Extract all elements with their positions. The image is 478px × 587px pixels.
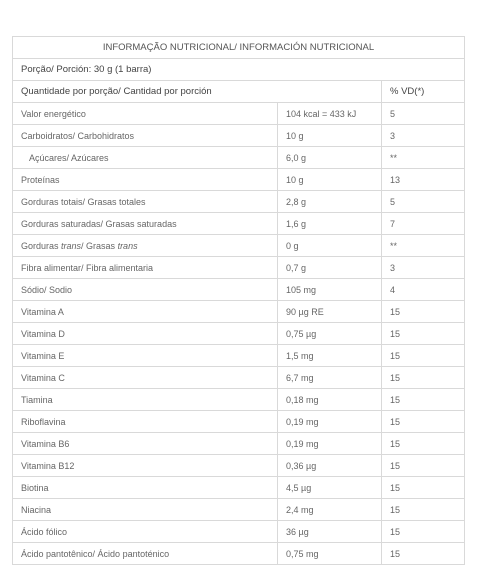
nutrient-amount: 0,75 mg bbox=[278, 543, 382, 565]
nutrient-label: Niacina bbox=[13, 499, 278, 521]
nutrient-label: Vitamina E bbox=[13, 345, 278, 367]
nutrition-facts-table-container bbox=[12, 36, 464, 565]
table-row bbox=[13, 235, 465, 257]
nutrient-label: Gorduras saturadas/ Grasas saturadas bbox=[13, 213, 278, 235]
table-row bbox=[13, 543, 465, 565]
table-title-row bbox=[13, 37, 465, 59]
nutrient-vd: 15 bbox=[382, 367, 465, 389]
table-row bbox=[13, 301, 465, 323]
table-row bbox=[13, 191, 465, 213]
table-row bbox=[13, 213, 465, 235]
nutrient-amount: 90 µg RE bbox=[278, 301, 382, 323]
nutrient-vd: 7 bbox=[382, 213, 465, 235]
table-row bbox=[13, 257, 465, 279]
table-row bbox=[13, 367, 465, 389]
table-row bbox=[13, 477, 465, 499]
nutrient-label: Fibra alimentar/ Fibra alimentaria bbox=[13, 257, 278, 279]
table-row bbox=[13, 433, 465, 455]
nutrient-label: Riboflavina bbox=[13, 411, 278, 433]
nutrient-amount: 105 mg bbox=[278, 279, 382, 301]
nutrient-vd: 15 bbox=[382, 323, 465, 345]
nutrient-amount: 1,5 mg bbox=[278, 345, 382, 367]
table-row bbox=[13, 521, 465, 543]
nutrient-label: Açúcares/ Azúcares bbox=[13, 147, 278, 169]
nutrient-vd: 15 bbox=[382, 433, 465, 455]
table-row bbox=[13, 147, 465, 169]
header-vd: % VD(*) bbox=[382, 81, 465, 103]
nutrient-amount: 4,5 µg bbox=[278, 477, 382, 499]
nutrient-vd: ** bbox=[382, 235, 465, 257]
table-row bbox=[13, 169, 465, 191]
nutrient-vd: 15 bbox=[382, 455, 465, 477]
table-row bbox=[13, 455, 465, 477]
nutrient-amount: 0 g bbox=[278, 235, 382, 257]
nutrient-vd: 15 bbox=[382, 477, 465, 499]
nutrient-label: Tiamina bbox=[13, 389, 278, 411]
header-quantity: Quantidade por porção/ Cantidad por porción bbox=[13, 81, 382, 103]
nutrient-amount: 10 g bbox=[278, 169, 382, 191]
nutrient-amount: 0,19 mg bbox=[278, 411, 382, 433]
label-part-italic: trans bbox=[61, 240, 82, 251]
nutrient-amount: 36 µg bbox=[278, 521, 382, 543]
nutrient-label: Vitamina C bbox=[13, 367, 278, 389]
nutrient-label: Carboidratos/ Carbohidratos bbox=[13, 125, 278, 147]
nutrient-label: Vitamina B12 bbox=[13, 455, 278, 477]
table-row bbox=[13, 323, 465, 345]
nutrient-vd: 15 bbox=[382, 301, 465, 323]
label-part-italic: trans bbox=[117, 240, 138, 251]
nutrient-vd: ** bbox=[382, 147, 465, 169]
nutrient-vd: 15 bbox=[382, 543, 465, 565]
nutrient-label: Ácido pantotênico/ Ácido pantoténico bbox=[13, 543, 278, 565]
nutrient-vd: 15 bbox=[382, 389, 465, 411]
table-row bbox=[13, 345, 465, 367]
nutrient-vd: 15 bbox=[382, 521, 465, 543]
nutrient-amount: 10 g bbox=[278, 125, 382, 147]
nutrient-amount: 0,19 mg bbox=[278, 433, 382, 455]
nutrient-vd: 4 bbox=[382, 279, 465, 301]
label-part: Gorduras bbox=[21, 240, 62, 251]
nutrient-vd: 5 bbox=[382, 103, 465, 125]
portion-size: Porção/ Porción: 30 g (1 barra) bbox=[13, 59, 465, 81]
portion-row bbox=[13, 59, 465, 81]
label-part: / Grasas bbox=[81, 240, 118, 251]
table-row bbox=[13, 411, 465, 433]
nutrient-amount: 2,8 g bbox=[278, 191, 382, 213]
nutrient-label: Biotina bbox=[13, 477, 278, 499]
nutrient-label: Gorduras totais/ Grasas totales bbox=[13, 191, 278, 213]
table-title: INFORMAÇÃO NUTRICIONAL/ INFORMACIÓN NUTRICIONAL bbox=[13, 37, 465, 59]
nutrient-vd: 3 bbox=[382, 125, 465, 147]
nutrient-label: Valor energético bbox=[13, 103, 278, 125]
nutrient-amount: 6,0 g bbox=[278, 147, 382, 169]
nutrition-facts-table bbox=[12, 36, 465, 565]
nutrient-amount: 0,75 µg bbox=[278, 323, 382, 345]
nutrient-amount: 1,6 g bbox=[278, 213, 382, 235]
nutrient-amount: 0,18 mg bbox=[278, 389, 382, 411]
nutrient-amount: 0,7 g bbox=[278, 257, 382, 279]
nutrient-vd: 15 bbox=[382, 345, 465, 367]
nutrient-label: Vitamina D bbox=[13, 323, 278, 345]
table-row bbox=[13, 279, 465, 301]
table-row bbox=[13, 499, 465, 521]
nutrient-amount: 2,4 mg bbox=[278, 499, 382, 521]
nutrient-label: Sódio/ Sodio bbox=[13, 279, 278, 301]
nutrient-amount: 104 kcal = 433 kJ bbox=[278, 103, 382, 125]
nutrient-label bbox=[13, 235, 278, 257]
nutrient-vd: 13 bbox=[382, 169, 465, 191]
header-row bbox=[13, 81, 465, 103]
nutrient-amount: 0,36 µg bbox=[278, 455, 382, 477]
nutrient-vd: 3 bbox=[382, 257, 465, 279]
nutrient-label: Ácido fólico bbox=[13, 521, 278, 543]
nutrient-label: Vitamina B6 bbox=[13, 433, 278, 455]
nutrient-amount: 6,7 mg bbox=[278, 367, 382, 389]
nutrient-vd: 15 bbox=[382, 499, 465, 521]
nutrient-vd: 5 bbox=[382, 191, 465, 213]
table-row bbox=[13, 125, 465, 147]
nutrient-vd: 15 bbox=[382, 411, 465, 433]
nutrient-label: Proteínas bbox=[13, 169, 278, 191]
table-row bbox=[13, 389, 465, 411]
table-row bbox=[13, 103, 465, 125]
nutrient-label: Vitamina A bbox=[13, 301, 278, 323]
